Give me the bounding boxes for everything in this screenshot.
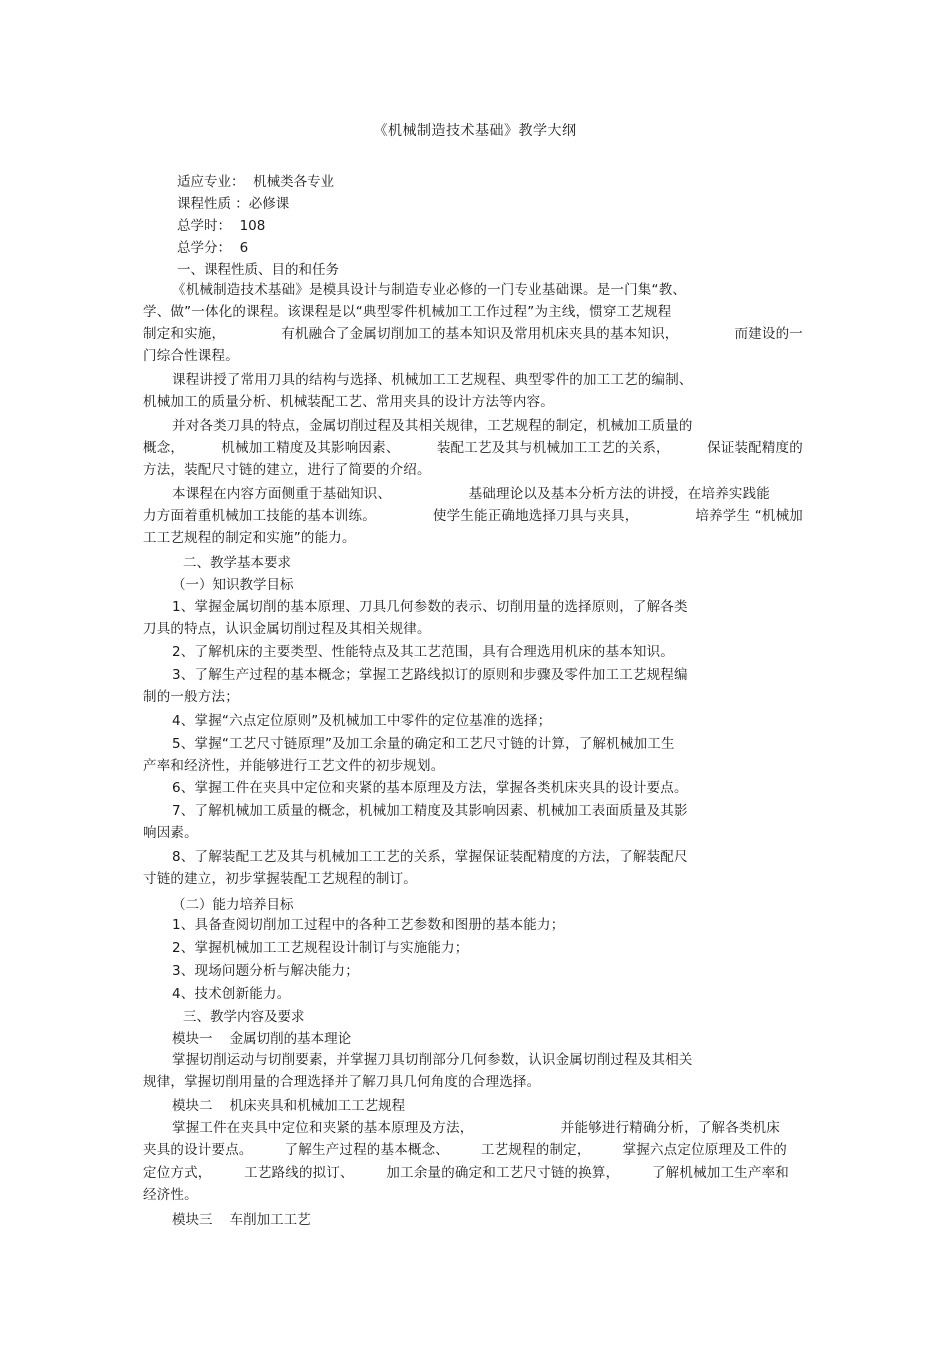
paragraph-line: 课程讲授了常用刀具的结构与选择、机械加工工艺规程、典型零件的加工工艺的编制、: [172, 372, 693, 388]
paragraph-line: [143, 1140, 787, 1160]
paragraph-line: 门综合性课程。: [143, 348, 239, 364]
list-item-continuation: 产率和经济性，并能够进行工艺文件的初步规划。: [143, 758, 445, 774]
module-3-title: 模块三 车削加工工艺: [172, 1212, 311, 1228]
list-item: 7、了解机械加工质量的概念，机械加工精度及其影响因素、机械加工表面质量及其影: [172, 803, 688, 819]
list-item: 3、了解生产过程的基本概念；掌握工艺路线拟订的原则和步骤及零件加工工艺规程编: [172, 667, 688, 683]
list-item: 4、技术创新能力。: [172, 986, 291, 1002]
paragraph-line: [143, 1163, 789, 1183]
paragraph-line: 经济性。: [143, 1187, 198, 1203]
line-segment: 工艺规程的制定，: [480, 1142, 591, 1158]
paragraph-line: [143, 324, 803, 344]
meta-total-hours: 总学时： 108: [177, 218, 266, 234]
line-segment: 了解机械加工生产率和: [651, 1165, 789, 1181]
meta-major: 适应专业： 机械类各专业: [177, 174, 335, 190]
line-segment: 装配工艺及其与机械加工工艺的关系，: [436, 440, 670, 456]
list-item: 2、掌握机械加工工艺规程设计制订与实施能力；: [172, 940, 469, 956]
line-segment: 定位方式，: [143, 1165, 212, 1181]
subheading-ability-goals: （二）能力培养目标: [172, 897, 294, 913]
paragraph-line: 掌握切削运动与切削要素，并掌握刀具切削部分几何参数，认识金属切削过程及其相关: [172, 1052, 693, 1068]
line-segment: 基础理论以及基本分析方法的讲授，在培养实践能: [468, 486, 770, 502]
document-title: 《机械制造技术基础》教学大纲: [373, 123, 577, 139]
module-2-title: 模块二 机床夹具和机械加工工艺规程: [172, 1098, 406, 1114]
list-item: 4、掌握“六点定位原则”及机械加工中零件的定位基准的选择；: [172, 713, 552, 729]
paragraph-line: 方法，装配尺寸链的建立，进行了简要的介绍。: [143, 462, 431, 478]
line-segment: 夹具的设计要点。: [143, 1142, 253, 1158]
section-heading-3: 三、教学内容及要求: [183, 1009, 305, 1025]
line-segment: 工艺路线的拟订、: [244, 1165, 354, 1181]
subheading-knowledge-goals: （一）知识教学目标: [172, 577, 294, 593]
paragraph-line: 机械加工的质量分析、机械装配工艺、常用夹具的设计方法等内容。: [143, 394, 554, 410]
line-segment: 掌握六点定位原理及工件的: [622, 1142, 787, 1158]
paragraph-line: 工工艺规程的制定和实施”的能力。: [143, 530, 356, 546]
line-segment: 有机融合了金属切削加工的基本知识及常用机床夹具的基本知识，: [281, 326, 679, 342]
list-item: 1、具备查阅切削加工过程中的各种工艺参数和图册的基本能力；: [172, 917, 565, 933]
list-item-continuation: 寸链的建立，初步掌握装配工艺规程的制订。: [143, 871, 417, 887]
list-item-continuation: 刀具的特点，认识金属切削过程及其相关规律。: [143, 621, 431, 637]
paragraph-line: 学、做”一体化的课程。该课程是以“典型零件机械加工工作过程”为主线，惯穿工艺规程: [143, 304, 672, 320]
line-segment: 使学生能正确地选择刀具与夹具，: [432, 508, 639, 524]
list-item: 5、掌握“工艺尺寸链原理”及加工余量的确定和工艺尺寸链的计算，了解机械加工生: [172, 736, 675, 752]
line-segment: 加工余量的确定和工艺尺寸链的换算，: [386, 1165, 620, 1181]
list-item: 3、现场问题分析与解决能力；: [172, 963, 359, 979]
line-segment: 掌握工件在夹具中定位和夹紧的基本原理及方法，: [172, 1120, 474, 1136]
list-item: 8、了解装配工艺及其与机械加工工艺的关系，掌握保证装配精度的方法，了解装配尺: [172, 849, 688, 865]
line-segment: 而建设的一: [734, 326, 803, 342]
list-item: 1、掌握金属切削的基本原理、刀具几何参数的表示、切削用量的选择原则，了解各类: [172, 599, 688, 615]
line-segment: 概念，: [143, 440, 185, 456]
list-item: 2、了解机床的主要类型、性能特点及其工艺范围，具有合理选用机床的基本知识。: [172, 644, 674, 660]
line-segment: 了解生产过程的基本概念、: [284, 1142, 449, 1158]
paragraph-line: 《机械制造技术基础》是模具设计与制造专业必修的一门专业基础课。是一门集“教、: [172, 282, 687, 298]
list-item-continuation: 响因素。: [143, 825, 198, 841]
meta-course-type: 课程性质 ：必修课: [177, 196, 290, 212]
paragraph-line: [143, 506, 803, 526]
module-1-title: 模块一 金属切削的基本理论: [172, 1031, 352, 1047]
paragraph-line: [143, 438, 803, 458]
line-segment: 力方面着重机械加工技能的基本训练。: [143, 508, 376, 524]
line-segment: 制定和实施，: [143, 326, 226, 342]
paragraph-line: [172, 1118, 780, 1138]
line-segment: 本课程在内容方面侧重于基础知识、: [172, 486, 392, 502]
line-segment: 机械加工精度及其影响因素、: [221, 440, 400, 456]
paragraph-line: 并对各类刀具的特点，金属切削过程及其相关规律，工艺规程的制定，机械加工质量的: [172, 418, 693, 434]
meta-total-credits: 总学分： 6: [177, 240, 249, 256]
paragraph-line: [172, 484, 770, 504]
line-segment: 保证装配精度的: [707, 440, 803, 456]
list-item-continuation: 制的一般方法；: [143, 689, 239, 705]
section-heading-2: 二、教学基本要求: [183, 555, 291, 571]
line-segment: 培养学生 “机械加: [695, 508, 803, 524]
list-item: 6、掌握工件在夹具中定位和夹紧的基本原理及方法，掌握各类机床夹具的设计要点。: [172, 780, 688, 796]
line-segment: 并能够进行精确分析，了解各类机床: [560, 1120, 780, 1136]
paragraph-line: 规律，掌握切削用量的合理选择并了解刀具几何角度的合理选择。: [143, 1074, 541, 1090]
section-heading-1: 一、课程性质、目的和任务: [177, 262, 339, 278]
